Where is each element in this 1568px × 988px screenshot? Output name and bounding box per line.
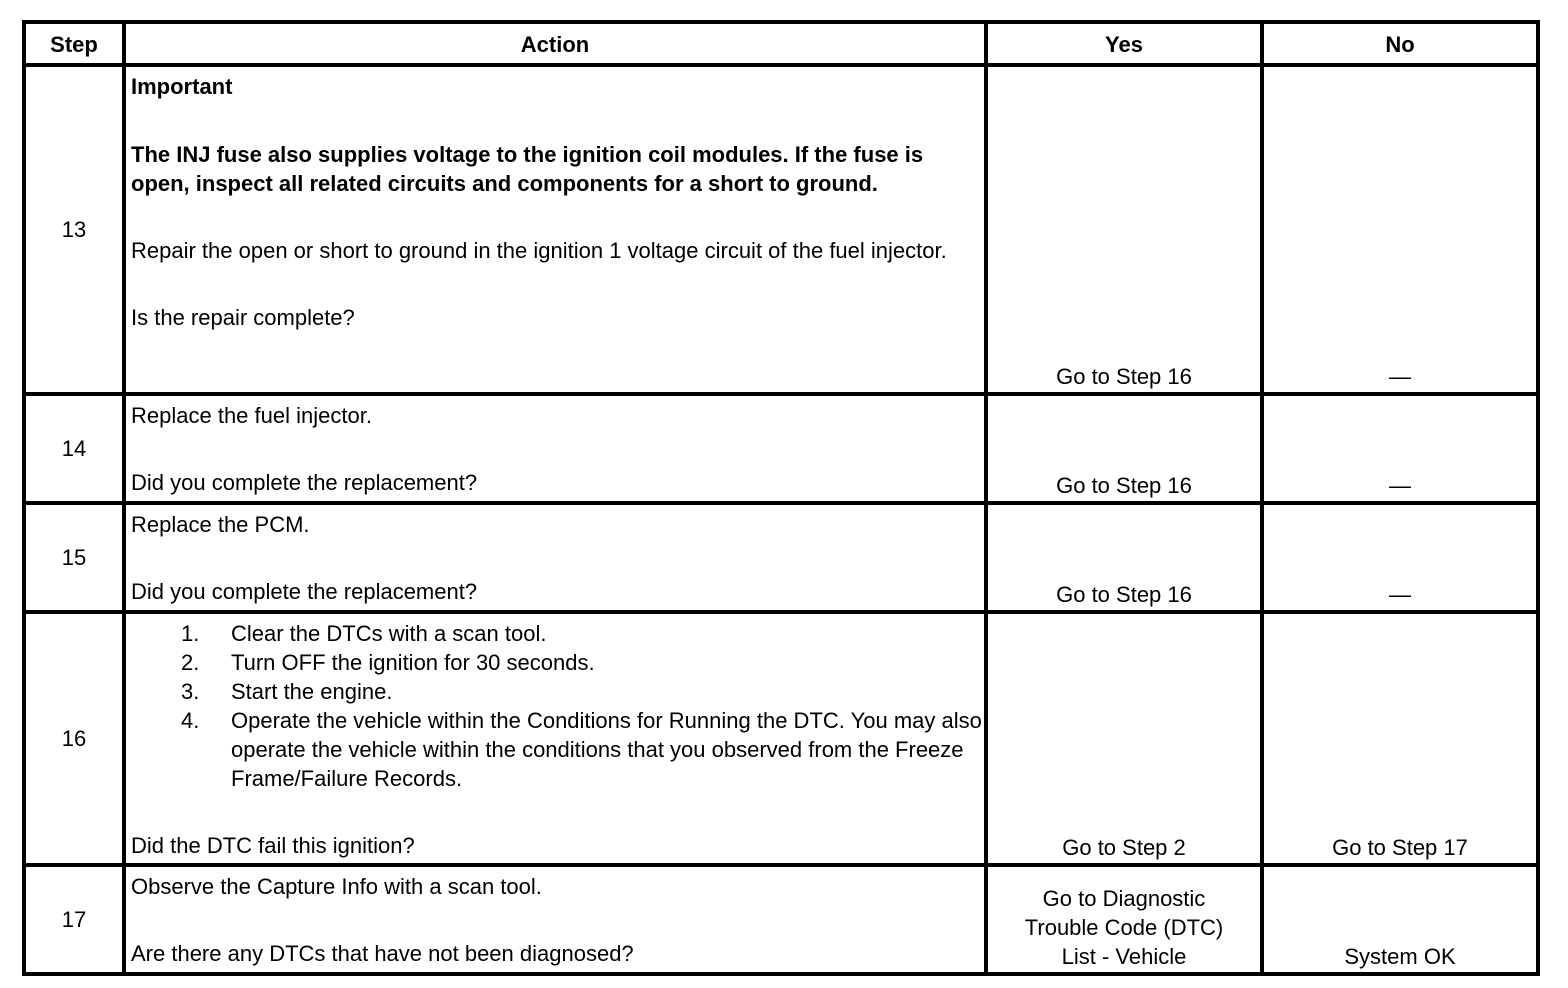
yes-cell: Go to Step 2 bbox=[986, 612, 1262, 865]
yes-cell: Go to Step 16 bbox=[986, 65, 1262, 394]
no-cell: Go to Step 17 bbox=[1262, 612, 1538, 865]
table-row-13 bbox=[24, 65, 1538, 394]
no-cell: — bbox=[1262, 503, 1538, 612]
question-text: Is the repair complete? bbox=[131, 305, 355, 330]
no-cell: — bbox=[1262, 394, 1538, 503]
procedure-list bbox=[131, 619, 982, 793]
step-number: 17 bbox=[24, 865, 124, 974]
list-item: 4. Operate the vehicle within the Conditions for Running the DTC. You may also operate the vehicle within the conditions that you observed from the Freeze Frame/Failure Records. bbox=[181, 708, 982, 791]
action-cell bbox=[124, 503, 986, 612]
yes-cell: Go to Diagnostic Trouble Code (DTC) List - Vehicle bbox=[986, 865, 1262, 974]
question-text: Are there any DTCs that have not been diagnosed? bbox=[131, 941, 634, 966]
yes-cell: Go to Step 16 bbox=[986, 503, 1262, 612]
diagnostic-table-container bbox=[22, 20, 1540, 976]
table-row-15 bbox=[24, 503, 1538, 612]
table-row-14 bbox=[24, 394, 1538, 503]
question-text: Did you complete the replacement? bbox=[131, 579, 478, 604]
no-cell: — bbox=[1262, 65, 1538, 394]
diagnostic-table bbox=[22, 20, 1540, 976]
header-row bbox=[24, 22, 1538, 65]
table-row-16 bbox=[24, 612, 1538, 865]
step-number: 13 bbox=[24, 65, 124, 394]
action-cell bbox=[124, 65, 986, 394]
no-cell: System OK bbox=[1262, 865, 1538, 974]
header-step: Step bbox=[24, 22, 124, 65]
question-text: Did you complete the replacement? bbox=[131, 470, 478, 495]
table-row-17 bbox=[24, 865, 1538, 974]
step-number: 16 bbox=[24, 612, 124, 865]
list-item: 2. Turn OFF the ignition for 30 seconds. bbox=[181, 650, 595, 675]
step-number: 15 bbox=[24, 503, 124, 612]
header-action: Action bbox=[124, 22, 986, 65]
action-cell bbox=[124, 394, 986, 503]
header-yes: Yes bbox=[986, 22, 1262, 65]
important-label: Important bbox=[131, 74, 233, 99]
list-item: 3. Start the engine. bbox=[181, 679, 393, 704]
instruction-text: Observe the Capture Info with a scan tool. bbox=[131, 874, 542, 899]
action-cell bbox=[124, 612, 986, 865]
yes-cell: Go to Step 16 bbox=[986, 394, 1262, 503]
action-cell bbox=[124, 865, 986, 974]
list-item: 1. Clear the DTCs with a scan tool. bbox=[181, 621, 547, 646]
instruction-text: Repair the open or short to ground in the ignition 1 voltage circuit of the fuel injector. bbox=[131, 238, 947, 263]
header-no: No bbox=[1262, 22, 1538, 65]
step-number: 14 bbox=[24, 394, 124, 503]
instruction-text: Replace the fuel injector. bbox=[131, 403, 372, 428]
question-text: Did the DTC fail this ignition? bbox=[131, 833, 415, 858]
important-text: The INJ fuse also supplies voltage to the ignition coil modules. If the fuse is open, inspect all related circuits and components for a short to ground. bbox=[131, 142, 924, 196]
instruction-text: Replace the PCM. bbox=[131, 512, 310, 537]
